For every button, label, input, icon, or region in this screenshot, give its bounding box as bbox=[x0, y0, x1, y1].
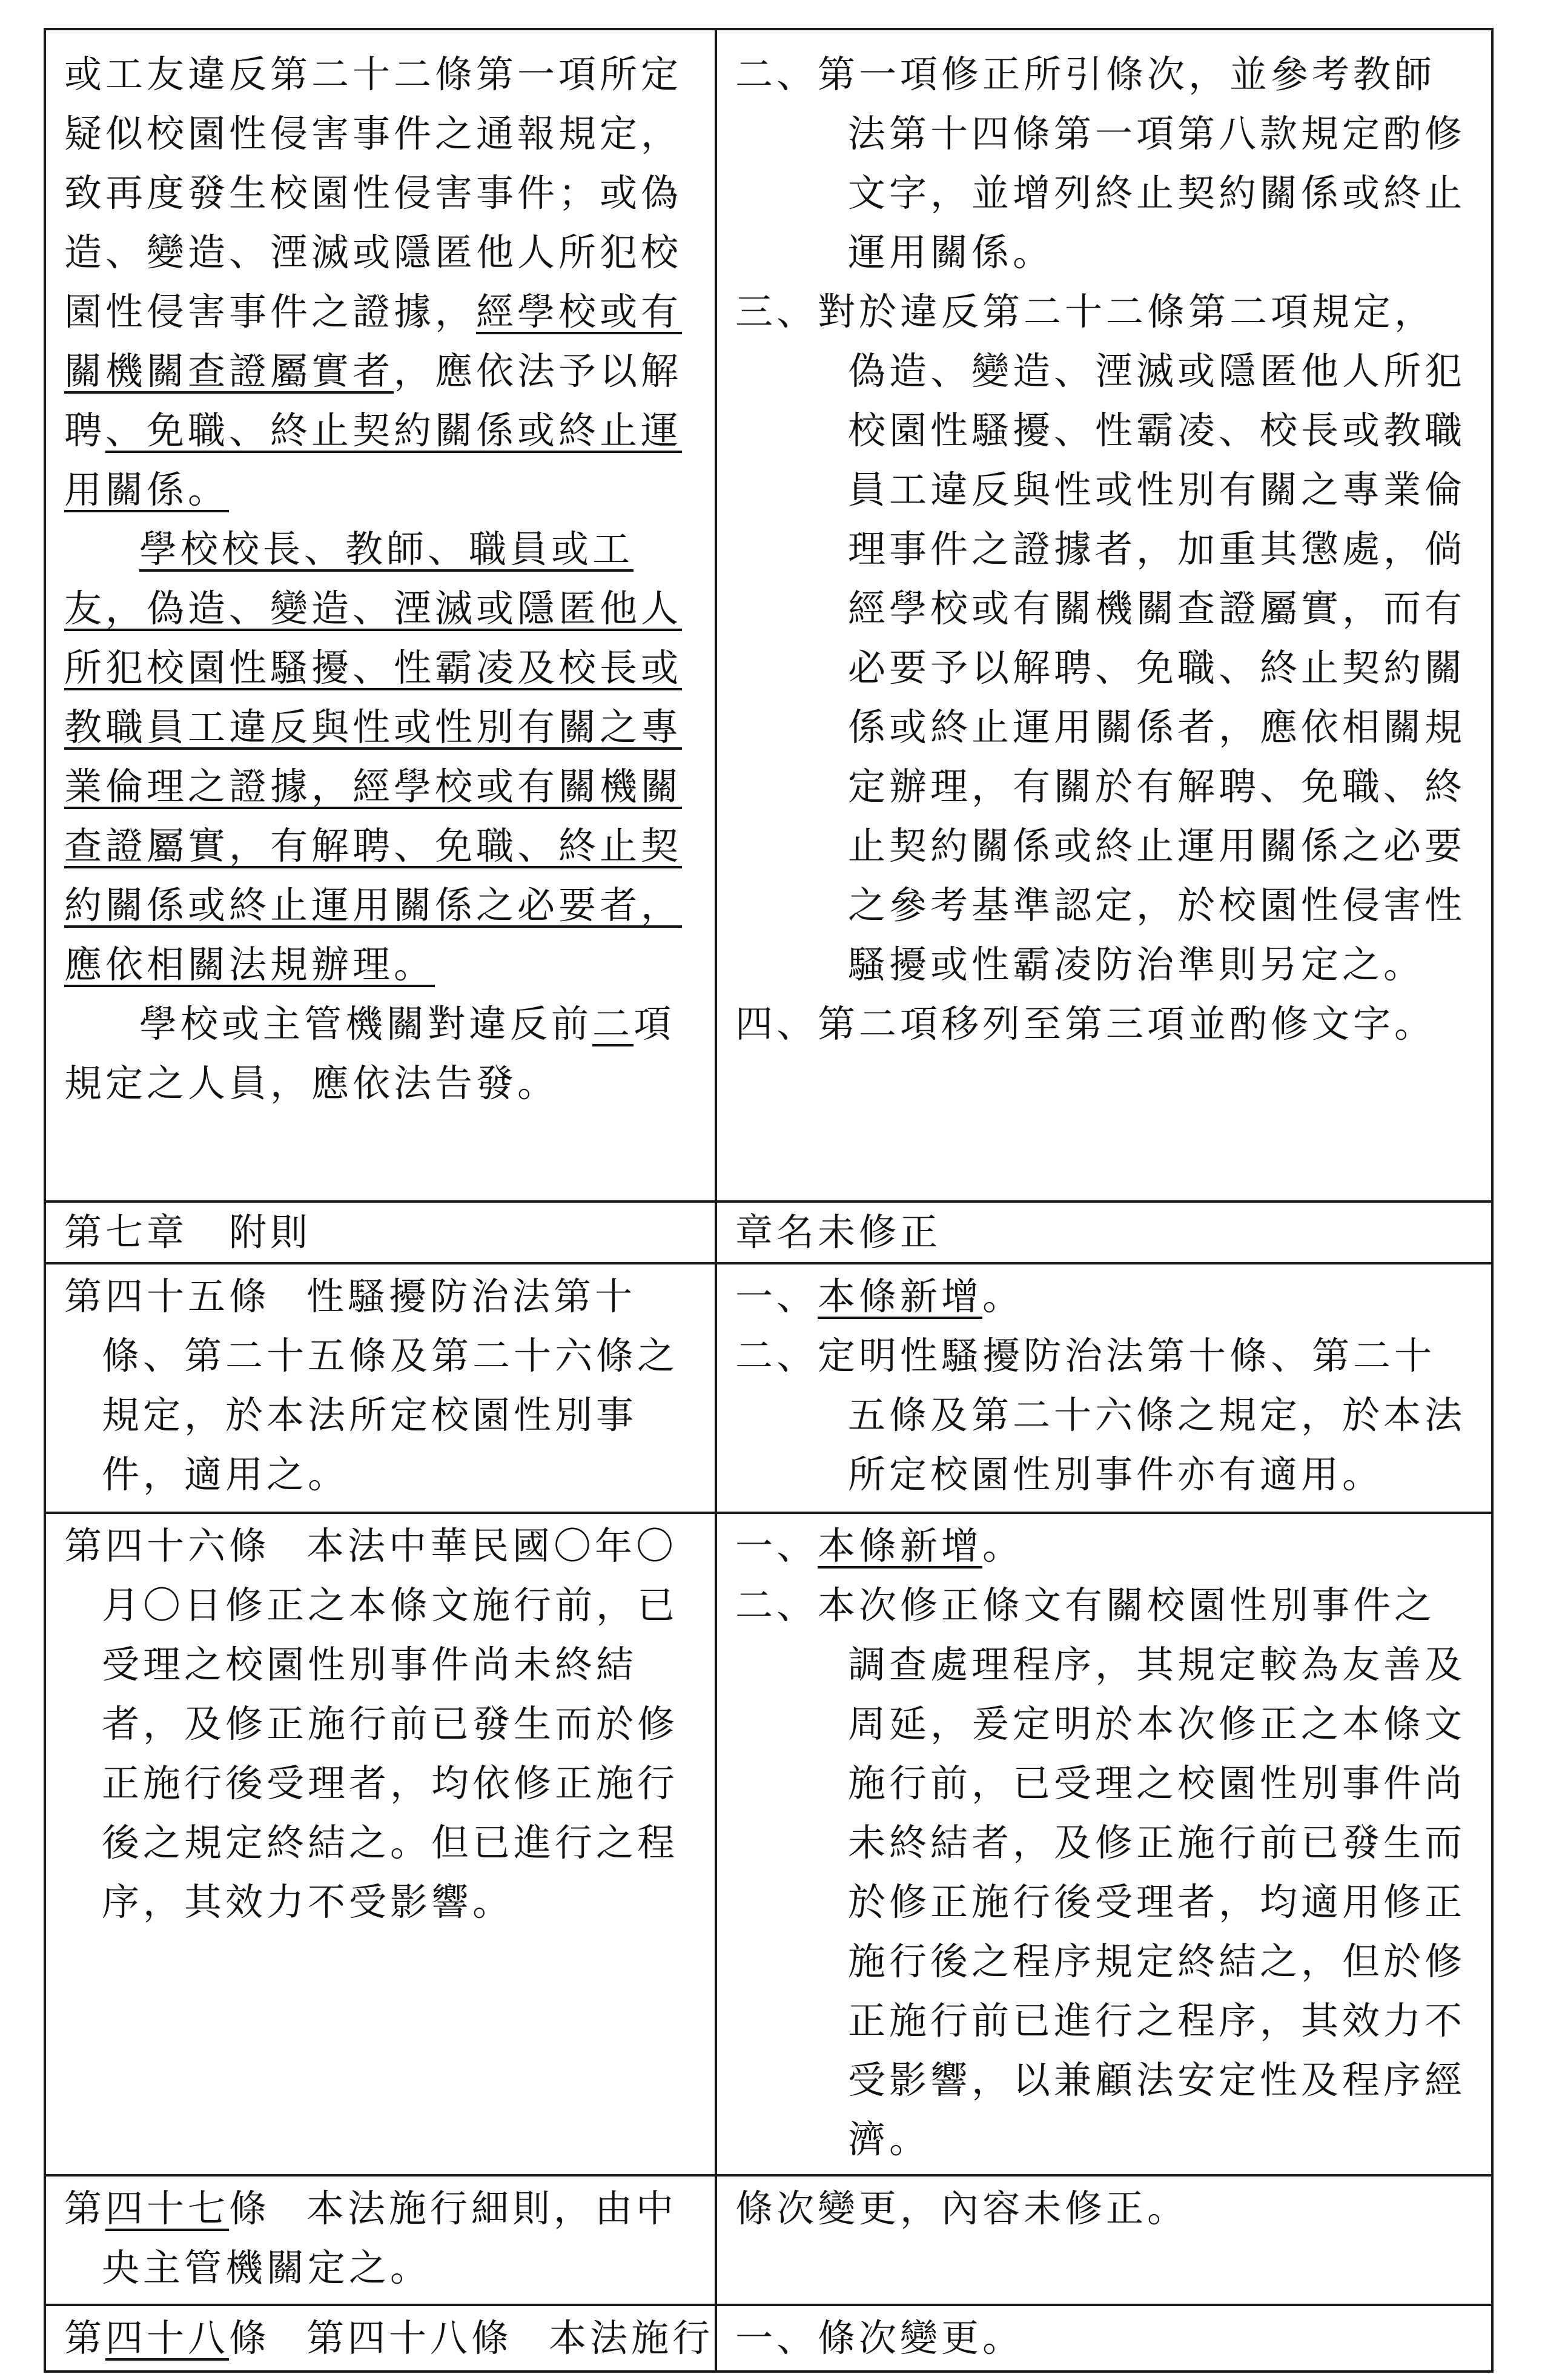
explanation-cell bbox=[716, 1263, 1492, 1513]
article-48: 第四十八條 第四十八條 本法施行 bbox=[64, 2316, 714, 2360]
explanation-cell bbox=[716, 2175, 1492, 2305]
explanation-cell bbox=[716, 1513, 1492, 2175]
article-46: 第四十六條 本法中華民國〇年〇月〇日修正之本條文施行前，已受理之校園性別事件尚未終結者，及修正施行前已發生而於修正施行後受理者，均依修正施行後之規定終結之。但已進行之程序，其效力不受影響。 bbox=[64, 1524, 679, 1924]
amended-text-cell bbox=[45, 2305, 716, 2372]
explanation-cell bbox=[716, 2305, 1492, 2372]
table-row bbox=[45, 29, 1492, 1202]
explanation-item: 二、第一項修正所引條次，並參考教師法第十四條第一項第八款規定酌修文字，並增列終止契約關係或終止運用關係。 bbox=[735, 52, 1466, 274]
table-row bbox=[45, 1513, 1492, 2175]
paragraph: 或工友違反第二十二條第一項所定疑似校園性侵害事件之通報規定，致再度發生校園性侵害事件；或偽造、變造、湮滅或隱匿他人所犯校園性侵害事件之證據，經學校或有關機關查證屬實者，應依法予以解聘、免職、終止契約關係或終止運用關係。 bbox=[64, 52, 683, 512]
explanation-item: 四、第二項移列至第三項並酌修文字。 bbox=[735, 1002, 1436, 1046]
explanation-item: 一、本條新增。 bbox=[735, 1524, 1024, 1568]
article-number: 第四十五條 bbox=[64, 1274, 271, 1318]
amended-text-cell bbox=[45, 1513, 716, 2175]
article-47: 第四十七條 本法施行細則，由中央主管機關定之。 bbox=[64, 2186, 678, 2290]
paragraph: 學校校長、教師、職員或工友，偽造、變造、湮滅或隱匿他人所犯校園性騷擾、性霸凌及校長或教職員工違反與性或性別有關之專業倫理之證據，經學校或有關機關查證屬實，有解聘、免職、終止契約關係或終止運用關係之必要者，應依相關法規辦理。 bbox=[64, 527, 683, 987]
explanation-item: 二、本次修正條文有關校園性別事件之調查處理程序，其規定較為友善及周延，爰定明於本次修正之本條文施行前，已受理之校園性別事件尚未終結者，及修正施行前已發生而於修正施行後受理者，均適用修正施行後之程序規定終結之，但於修正施行前已進行之程序，其效力不受影響，以兼顧法安定性及程序經濟。 bbox=[735, 1583, 1466, 2161]
explanation-item: 條次變更，內容未修正。 bbox=[735, 2186, 1189, 2230]
chapter-title: 第七章 附則 bbox=[64, 1210, 312, 1254]
table-row bbox=[45, 1263, 1492, 1513]
chapter-title-cell bbox=[45, 1202, 716, 1263]
explanation-item: 三、對於違反第二十二條第二項規定，偽造、變造、湮滅或隱匿他人所犯校園性騷擾、性霸凌、校長或教職員工違反與性或性別有關之專業倫理事件之證據者，加重其懲處，倘經學校或有關機關查證屬實，而有必要予以解聘、免職、終止契約關係或終止運用關係者，應依相關規定辦理，有關於有解聘、免職、終止契約關係或終止運用關係之必要之參考基準認定，於校園性侵害性騷擾或性霸凌防治準則另定之。 bbox=[735, 289, 1466, 987]
comparison-table bbox=[44, 28, 1494, 2373]
amended-text-cell bbox=[45, 1263, 716, 1513]
explanation-item: 二、定明性騷擾防治法第十條、第二十五條及第二十六條之規定，於本法所定校園性別事件亦有適用。 bbox=[735, 1334, 1466, 1496]
table-row bbox=[45, 2305, 1492, 2372]
amended-text-cell bbox=[45, 2175, 716, 2305]
explanation-item: 章名未修正 bbox=[735, 1210, 942, 1254]
explanation-item: 一、本條新增。 bbox=[735, 1274, 1024, 1318]
article-number: 第四十六條 bbox=[64, 1524, 271, 1568]
table-row bbox=[45, 1202, 1492, 1263]
explanation-cell bbox=[716, 1202, 1492, 1263]
explanation-cell bbox=[716, 29, 1492, 1202]
table-row bbox=[45, 2175, 1492, 2305]
explanation-item: 一、條次變更。 bbox=[735, 2316, 1024, 2360]
amended-text-cell bbox=[45, 29, 716, 1202]
paragraph: 學校或主管機關對違反前二項規定之人員，應依法告發。 bbox=[64, 1002, 675, 1105]
article-45: 第四十五條 性騷擾防治法第十條、第二十五條及第二十六條之規定，於本法所定校園性別事件，適用之。 bbox=[64, 1274, 679, 1496]
